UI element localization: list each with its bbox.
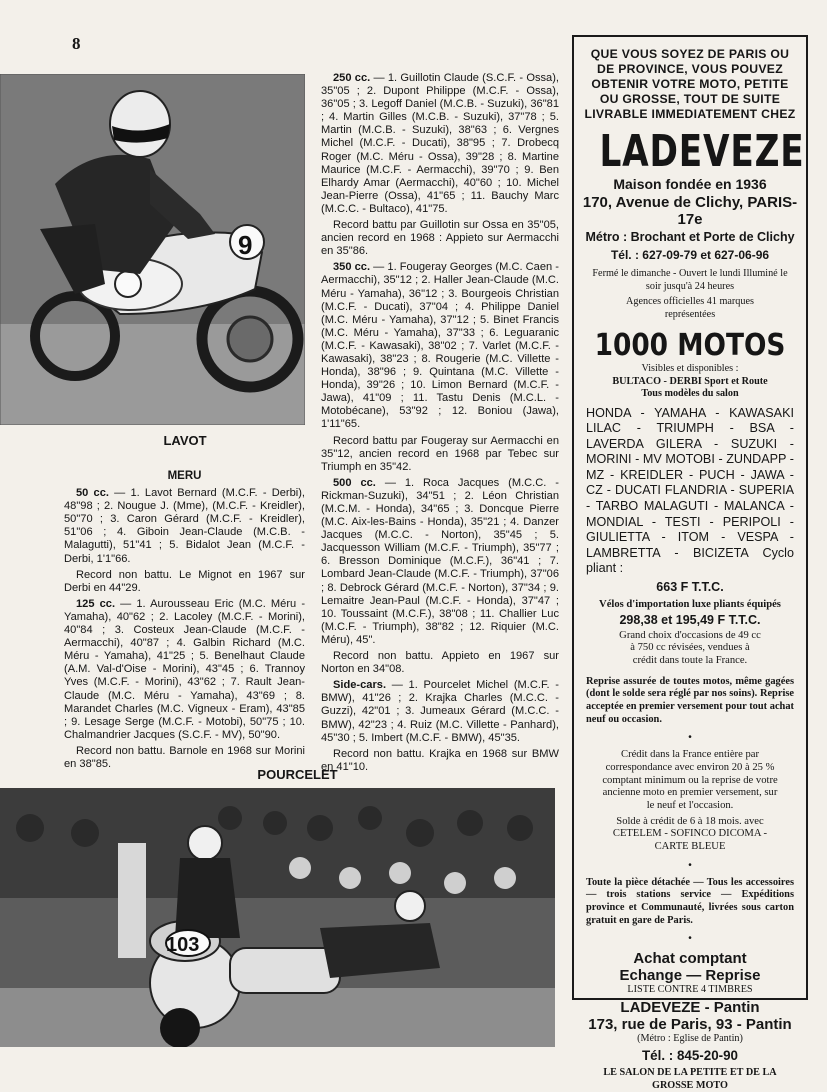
ad-pantin-brand: LADEVEZE - Pantin	[620, 998, 760, 1016]
results-350cc	[321, 261, 559, 431]
results-sidecars	[321, 679, 559, 744]
class-label-350cc: 350 cc.	[333, 261, 371, 274]
results-250cc	[321, 72, 559, 216]
ad-liste-timbres: LISTE CONTRE 4 TIMBRES	[627, 984, 753, 996]
ad-metro: Métro : Brochant et Porte de Clichy	[585, 230, 795, 244]
ad-occasions: Grand choix d'occasions de 49 cc à 750 cc révisées, vendues à crédit dans toute la France.	[619, 629, 761, 667]
ad-models: Tous modèles du salon	[641, 388, 739, 399]
ad-velos-price: 298,38 et 195,49 F T.T.C.	[619, 612, 761, 627]
results-left-column	[64, 462, 305, 774]
ladeveze-advertisement	[572, 35, 808, 1091]
class-label-500cc: 500 cc.	[333, 476, 376, 489]
record-50cc: Record non battu. Le Mignot en 1967 sur Derbi en 44"29.	[64, 568, 305, 594]
ad-pantin-address: 173, rue de Paris, 93 - Pantin	[588, 1015, 792, 1033]
ad-brand-logo: LADEVEZE	[599, 126, 805, 177]
ad-pantin-metro: (Métro : Eglise de Pantin)	[637, 1032, 743, 1044]
class-label-125cc: 125 cc.	[76, 597, 116, 610]
ad-achat-comptant: Achat comptant	[633, 950, 747, 968]
page-number: 8	[72, 34, 81, 53]
record-350cc: Record battu par Fougeray sur Aermacchi en 35"12, ancien record en 1968 par Tebec sur Triumph en 35"42.	[321, 434, 559, 473]
ad-bullet-3: •	[688, 933, 692, 945]
class-label-250cc: 250 cc.	[333, 72, 371, 84]
ad-velos: Vélos d'importation luxe pliants équipés	[599, 599, 781, 611]
ad-credit: Crédit dans la France entière par correspondance avec environ 20 à 25 % comptant minimum ou la reprise de votre ancienne moto en premier versement, sur le neuf et l'occasion.	[602, 749, 778, 812]
sidecar-race-illustration	[0, 788, 555, 1047]
caption-pourcelet: POURCELET	[257, 767, 338, 782]
results-350cc-text: — 1. Fougeray Georges (M.C. Caen - Aermacchi), 35"12 ; 2. Haller Jean-Claude (M.C. Méru - Yamaha), 36"12 ; 3. Bourgeois Christian (M.C.F. - Ducati), 37"04 ; 4. Philippe Daniel (M.C. Méru - Yamaha), 37"12 ; 5. Binet Francis (M.C. Méru - Yamaha), 37"33 ; 6. Leguaranic (M.C.F. - Kawasaki), 38"02 ; 7. Varlet (M.C.F. - Kawasaki), 38"23 ; 8. Rougerie (M.C. Villette - Honda), 38"96 ; 9. Quintana (M.C. Villette - Honda), 39"26 ; 10. Limon Bernard (M.C.F. - Jawa), 41"09 ; 11. Tastu Denis (M.C.L. - Motobécane), 53"92 ; 12. Boniou (Jawa), 1'11"65.	[321, 261, 560, 431]
motorcycle-rider-illustration	[0, 74, 305, 425]
results-sidecars-text: — 1. Pourcelet Michel (M.C.F. - BMW), 41"26 ; 2. Krajka Charles (M.C.C. - Guzzi), 42"01 ; 3. Jumeaux Gérard (M.C.C. - BMW), 42"23 ; 4. Ruiz (M.C. Villette - Panhard), 45"30 ; 5. Imbert (M.C.F. - BMW), 45"35.	[321, 679, 559, 744]
ad-bullet-1: •	[688, 732, 692, 744]
caption-lavot: LAVOT	[163, 433, 207, 448]
ad-pieces: Toute la pièce détachée — Tous les accessoires — trois stations service — Expéditions province et Communauté, livrées sous carton gratuit en gare de Paris.	[586, 876, 794, 926]
ad-bultaco-derbi: BULTACO - DERBI Sport et Route	[612, 375, 768, 387]
ad-address: 170, Avenue de Clichy, PARIS-17e	[582, 194, 798, 228]
ad-pantin-tel: Tél. : 845-20-90	[641, 1048, 739, 1064]
results-500cc	[321, 477, 559, 647]
class-label-50cc: 50 cc.	[76, 487, 109, 500]
results-50cc	[64, 487, 305, 566]
subheading-meru: MERU	[167, 470, 202, 482]
photo-lavot	[0, 74, 305, 425]
ad-bullet-2: •	[688, 859, 692, 871]
svg-text:103: 103	[166, 934, 200, 956]
ad-1000-motos: 1000 MOTOS	[594, 328, 786, 363]
ad-reprise: Reprise assurée de toutes motos, même gagées (dont le solde sera réglé par nos soins). Reprise acceptée en premier versement pour tout achat neuf ou occasion.	[586, 675, 794, 725]
class-label-sidecars: Side-cars.	[333, 679, 387, 692]
ad-agencies: Agences officielles 41 marques représentées	[626, 296, 754, 320]
ad-solde: Solde à crédit de 6 à 18 mois. avec CETELEM - SOFINCO DICOMA - CARTE BLEUE	[612, 815, 768, 853]
ad-headline: QUE VOUS SOYEZ DE PARIS OU DE PROVINCE, VOUS POUVEZ OBTENIR VOTRE MOTO, PETITE OU GROSSE, TOUT DE SUITE LIVRABLE IMMEDIATEMENT CHEZ	[584, 47, 796, 121]
record-500cc: Record non battu. Appieto en 1967 sur Norton en 34"08.	[321, 650, 559, 676]
photo-pourcelet-sidecar	[0, 788, 555, 1047]
results-50cc-text: — 1. Lavot Bernard (M.C.F. - Derbi), 48"98 ; 2. Nougue J. (Mme), (M.C.F. - Kreidler), 50"70 ; 3. Caron Gérard (M.C.F. - Kreidler), 51"06 ; 4. Giboin Jean-Claude (M.C.B. - Malagutti), 51"41 ; 5. Bidalot Jean (M.C.F. - Derbi, 1'1"66.	[64, 487, 306, 565]
ad-brand-list: HONDA - YAMAHA - KAWASAKI LILAC - TRIUMPH - BSA - LAVERDA GILERA - SUZUKI - MORINI - MV MOTOBI - ZUNDAPP - MZ - KREIDLER - PUCH - JAWA - CZ - DUCATI FLANDRIA - SUPERIA - TARBO MALAGUTI - MALANCA - MONDIAL - TESTI - PERIPOLI - GIULIETTA - ITOM - VESPA - LAMBRETTA - BICIZETA Cyclo pliant :	[586, 405, 794, 576]
ad-cyclo-price: 663 F T.T.C.	[656, 580, 724, 595]
ad-visible: Visibles et disponibles :	[641, 363, 739, 374]
ad-telephone: Tél. : 627-09-79 et 627-06-96	[610, 248, 770, 262]
results-500cc-text: — 1. Roca Jacques (M.C.C. - Rickman-Suzuki), 34"51 ; 2. Léon Christian (M.C.M. - Honda), 34"65 ; 3. Doncque Pierre (M.C. Aix-les-Bains - Honda), 35"21 ; 4. Danzer Jacques (M.C.C. - Norton), 35"45 ; 5. Jacquesson William (M.C.F. - Triumph), 35"77 ; 6. Bresson Dominique (M.C.F.), 36"41 ; 7. Lombard Jean-Claude (M.C.F. - Triumph), 37"06 ; 8. Debrock Gérard (M.C.F. - Norton), 37"34 ; 9. Lemaitre Jean-Paul (M.C.F. - Honda), 37"47 ; 10. Toussaint (M.C.F.), 38"08 ; 11. Challier Luc (M.C.F. - Triumph), 38"82 ; 12. Riquier (M.C. Méru), 45".	[321, 476, 559, 646]
record-sidecars: Record non battu. Krajka en 1968 sur BMW en 41"10.	[321, 747, 559, 773]
ad-salon: LE SALON DE LA PETITE ET DE LA GROSSE MOTO	[603, 1067, 777, 1091]
ad-founded: Maison fondée en 1936	[613, 176, 767, 192]
results-middle-column	[321, 72, 559, 777]
ad-echange-reprise: Echange — Reprise	[619, 967, 761, 985]
results-125cc	[64, 598, 305, 742]
ad-opening-hours: Fermé le dimanche - Ouvert le lundi Illuminé le soir jusqu'à 24 heures	[592, 268, 788, 292]
svg-text:9: 9	[238, 230, 253, 260]
record-250cc: Record battu par Guillotin sur Ossa en 35"05, ancien record en 1968 : Appieto sur Aermacchi en 35"86.	[321, 219, 559, 258]
results-125cc-text: — 1. Aurousseau Eric (M.C. Méru - Yamaha), 40"62 ; 2. Lacoley (M.C.F. - Morini), 40"84 ; 3. Costeux Jean-Claude (M.C.F. - Aermacchi), 40"87 ; 4. Galbin Richard (M.C. Méru - Yamaha), 41"25 ; 5. Benelhaut Claude (A.M. Val-d'Oise - Morini), 43"45 ; 6. Trannoy Yves (M.C.F. - Morini), 43"62 ; 7. Rault Jean-Claude (M.C. Méru - Yamaha), 43"69 ; 8. Marandet Charles (M.C. Vigneux - Eram), 43"85 ; 9. Lesage Serge (M.C.F. - Motobi), 50"75 ; 10. Chalmandrier Jacques (S.C.F. - MV), 50"90.	[64, 597, 306, 741]
record-125cc: Record non battu. Barnole en 1968 sur Morini en 38"85.	[64, 744, 305, 770]
results-250cc-text: — 1. Guillotin Claude (S.C.F. - Ossa), 35"05 ; 2. Dupont Philippe (M.C.F. - Ossa), 36"05 ; 3. Legoff Daniel (M.C.B. - Suzuki), 36"81 ; 4. Martin Gilles (M.C.B. - Suzuki), 37"78 ; 5. Martin (M.C.B. - Suzuki), 38"63 ; 6. Vergnes Michel (M.C.F. - Ducati), 38"95 ; 7. Drobecq Roger (M.C. Méru - Ossa), 39"28 ; 8. Martine Maurice (M.C.F. - Aermacchi), 39"70 ; 9. Ben Elhardy Amar (Aermacchi), 40"60 ; 10. Michel Jean-Pierre (Ossa), 41"65 ; 11. Bauchy Marc (M.C.C. - Bultaco), 41"75.	[321, 72, 560, 215]
